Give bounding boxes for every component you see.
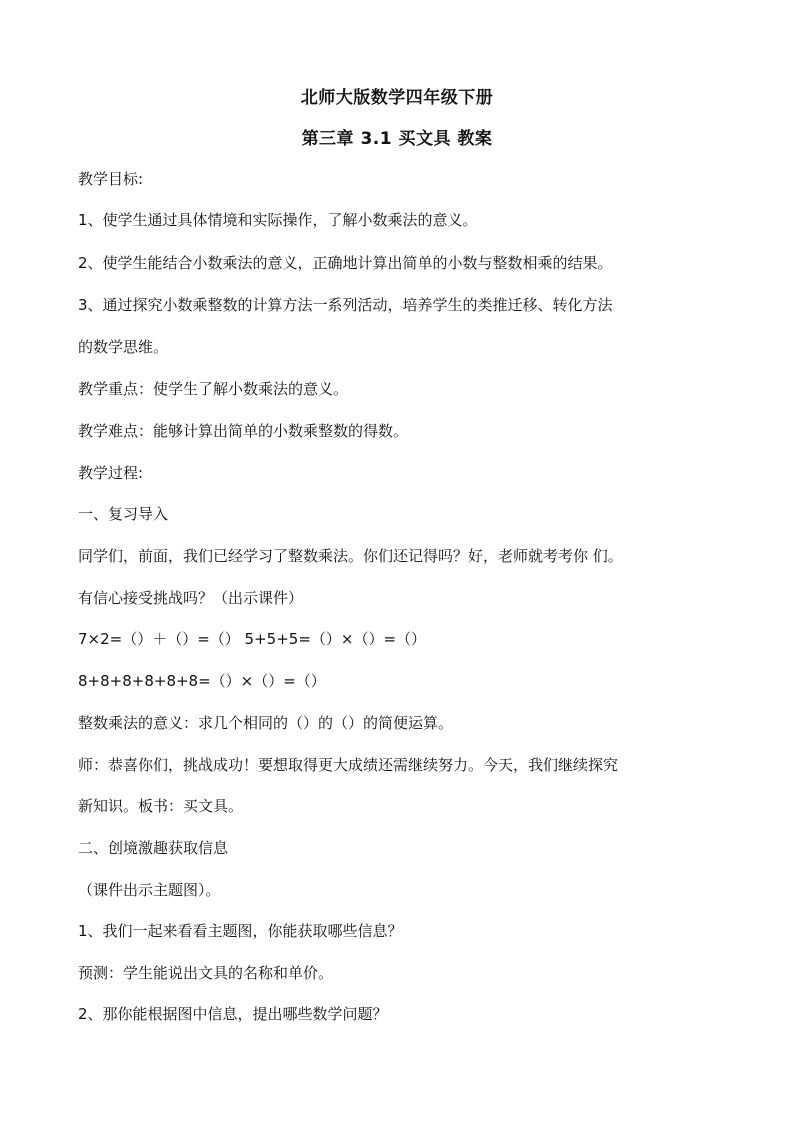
exercise-line: 7×2=（）＋（）=（） 5+5+5=（）×（）=（）: [78, 630, 427, 648]
paragraph-line: 预测：学生能说出文具的名称和单价。: [78, 964, 334, 982]
teaching-focus: 教学重点：使学生了解小数乘法的意义。: [78, 380, 349, 398]
paragraph-line: 2、那你能根据图中信息，提出哪些数学问题？: [78, 1005, 388, 1023]
objective-line-1: 1、使学生通过具体情境和实际操作，了解小数乘法的意义。: [78, 211, 478, 229]
paragraph-line: 整数乘法的意义：求几个相同的（）的（）的简便运算。: [78, 714, 454, 732]
section-heading-objectives: 教学目标:: [78, 170, 144, 188]
objective-line-3: 3、通过探究小数乘整数的计算方法一系列活动，培养学生的类推迁移、转化方法: [78, 296, 613, 314]
document-title: 北师大版数学四年级下册: [300, 88, 494, 108]
document-subtitle: 第三章 3.1 买文具 教案: [301, 129, 493, 149]
objective-line-2: 2、使学生能结合小数乘法的意义，正确地计算出简单的小数与整数相乘的结果。: [78, 254, 613, 272]
paragraph-line: 同学们，前面，我们已经学习了整数乘法。你们还记得吗？好，老师就考考你 们。: [78, 547, 623, 565]
teaching-difficulty: 教学难点：能够计算出简单的小数乘整数的得数。: [78, 422, 409, 440]
section-heading-process: 教学过程:: [78, 464, 144, 482]
objective-line-3-continued: 的数学思维。: [78, 338, 169, 356]
exercise-line: 8+8+8+8+8+8=（）×（）=（）: [78, 672, 326, 690]
part-heading-context: 二、创境激趣获取信息: [78, 839, 229, 857]
paragraph-line: 新知识。板书：买文具。: [78, 797, 244, 815]
paragraph-line: 有信心接受挑战吗？（出示课件）: [78, 589, 304, 607]
part-heading-review: 一、复习导入: [78, 505, 169, 523]
paragraph-line: （课件出示主题图）。: [78, 881, 221, 899]
paragraph-line: 师：恭喜你们，挑战成功！要想取得更大成绩还需继续努力。今天，我们继续探究: [78, 756, 619, 774]
paragraph-line: 1、我们一起来看看主题图，你能获取哪些信息？: [78, 922, 403, 940]
